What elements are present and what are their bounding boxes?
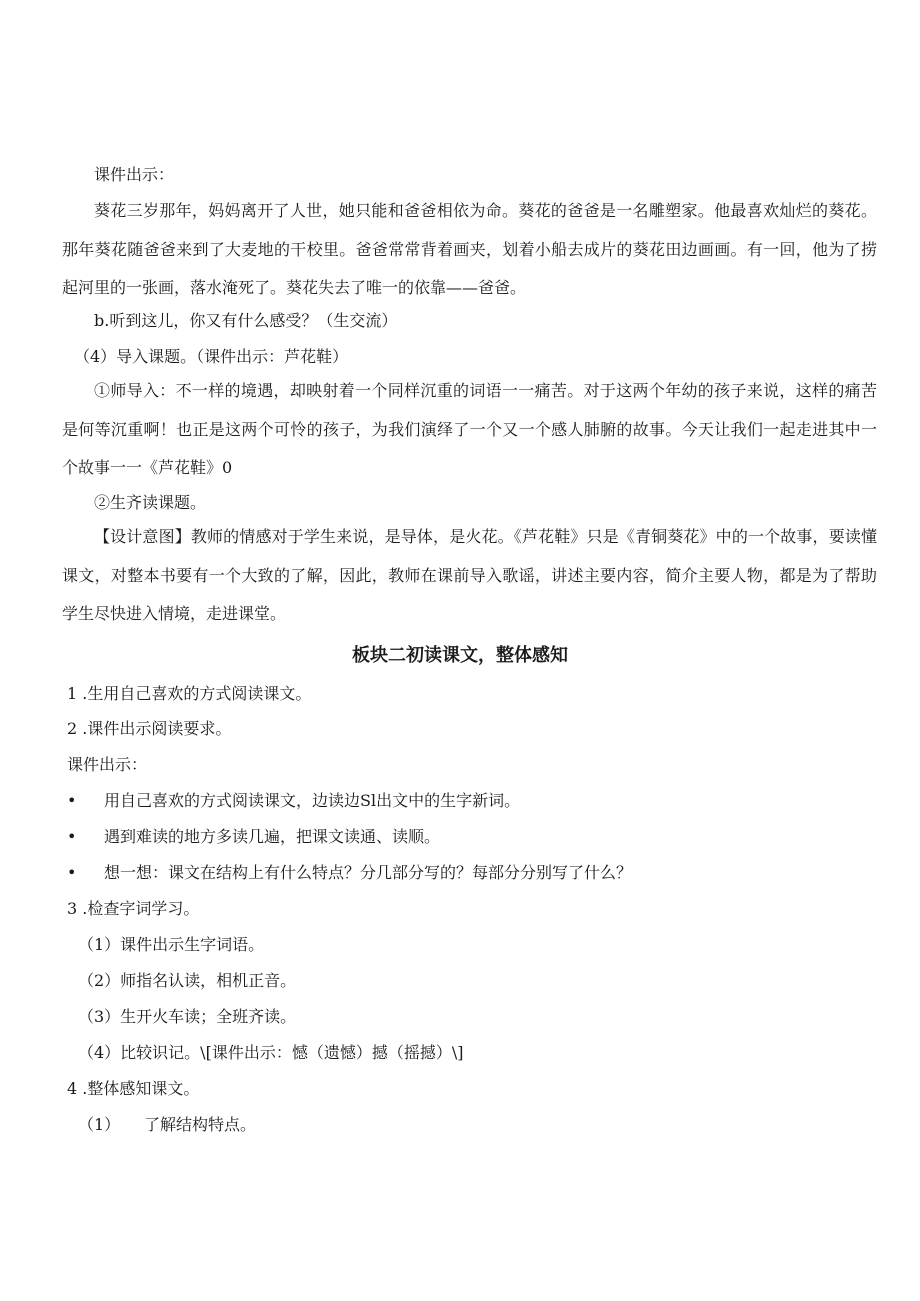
list-item-1: 1 .生用自己喜欢的方式阅读课文。 bbox=[67, 684, 312, 703]
sub-item-number: （1） bbox=[78, 1115, 121, 1134]
courseware-label: 课件出示： bbox=[94, 165, 175, 184]
question-b: b.听到这儿，你又有什么感受？（生交流） bbox=[94, 311, 398, 330]
section-heading: 板块二初读课文，整体感知 bbox=[352, 645, 568, 666]
teacher-intro-paragraph: ①师导入：不一样的境遇，却映射着一个同样沉重的词语一一痛苦。对于这两个年幼的孩子来说，这样的痛苦是何等沉重啊！也正是这两个可怜的孩子，为我们演绎了一个又一个感人肺腑的故事。今天让我们一起走进其中一个故事一一《芦花鞋》0 bbox=[62, 381, 877, 477]
step4-import-title: （4）导入课题。（课件出示：芦花鞋） bbox=[74, 347, 349, 366]
requirement-item: 遇到难读的地方多读几遍，把课文读通、读顺。 bbox=[104, 827, 441, 846]
bullet-icon: • bbox=[67, 791, 77, 810]
design-intent-paragraph: 【设计意图】教师的情感对于学生来说，是导体，是火花。《芦花鞋》只是《青铜葵花》中的一个故事，要读懂课文，对整本书要有一个大致的了解，因此，教师在课前导入歌谣，讲述主要内容，简介主要人物，都是为了帮助学生尽快进入情境，走进课堂。 bbox=[62, 527, 877, 623]
requirement-item: 用自己喜欢的方式阅读课文，边读边Sl出文中的生字新词。 bbox=[104, 791, 521, 810]
requirement-item: 想一想：课文在结构上有什么特点？分几部分写的？每部分分别写了什么？ bbox=[104, 863, 633, 882]
courseware-label-2: 课件出示： bbox=[67, 755, 148, 774]
sub-item-text: 了解结构特点。 bbox=[144, 1115, 257, 1134]
list-item-2: 2 .课件出示阅读要求。 bbox=[67, 719, 232, 738]
kuihua-paragraph: 葵花三岁那年，妈妈离开了人世，她只能和爸爸相依为命。葵花的爸爸是一名雕塑家。他最喜欢灿烂的葵花。那年葵花随爸爸来到了大麦地的干校里。爸爸常常背着画夹，划着小船去成片的葵花田边画画。有一回，他为了捞起河里的一张画，落水淹死了。葵花失去了唯一的依靠——爸爸。 bbox=[62, 201, 877, 297]
bullet-icon: • bbox=[67, 863, 77, 882]
sub-item: （3）生开火车读；全班齐读。 bbox=[78, 1007, 297, 1026]
sub-item: （2）师指名认读，相机正音。 bbox=[78, 971, 297, 990]
sub-item: （1）课件出示生字词语。 bbox=[78, 935, 265, 954]
students-read-title: ②生齐读课题。 bbox=[94, 493, 207, 512]
bullet-icon: • bbox=[67, 827, 77, 846]
sub-item: （4）比较识记。\[课件出示：憾（遗憾）撼（摇撼）\] bbox=[78, 1043, 464, 1062]
list-item-4: 4 .整体感知课文。 bbox=[67, 1079, 200, 1098]
list-item-3: 3 .检查字词学习。 bbox=[67, 899, 200, 918]
